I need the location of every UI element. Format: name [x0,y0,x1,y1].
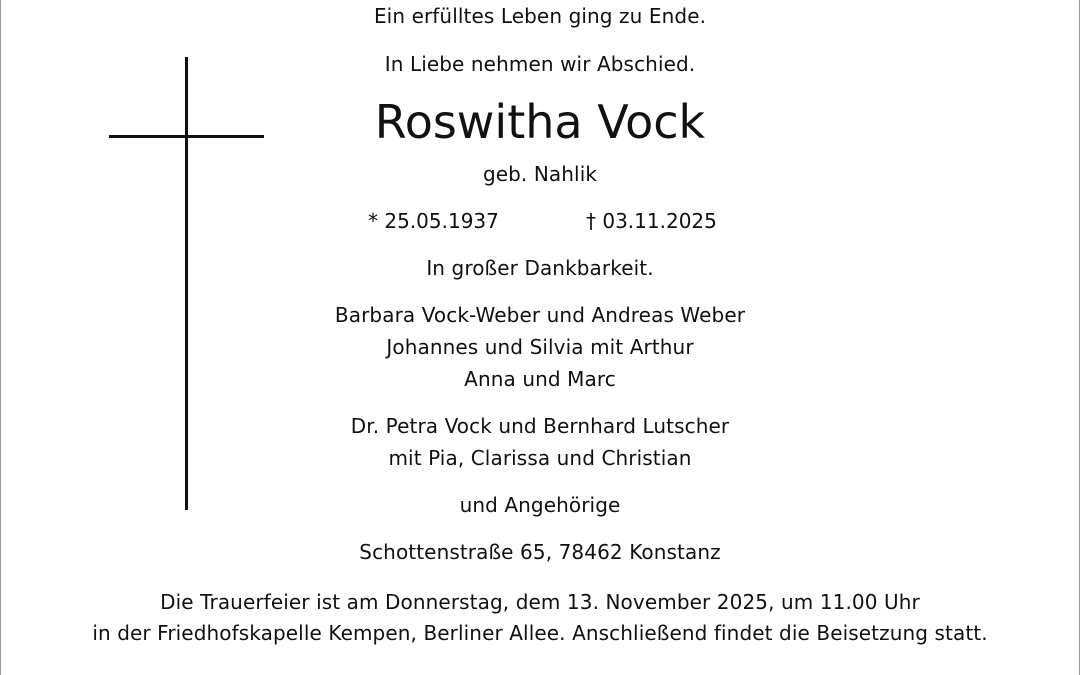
address-line: Schottenstraße 65, 78462 Konstanz [359,540,721,564]
service-line-1: Die Trauerfeier ist am Donnerstag, dem 13. November 2025, um 11.00 Uhr [160,590,920,614]
gratitude-line: In großer Dankbarkeit. [426,256,654,280]
mourner-line: Johannes und Silvia mit Arthur [386,335,694,359]
intro-line-2: In Liebe nehmen wir Abschied. [384,52,696,76]
birth-date: * 25.05.1937 [368,209,499,233]
deceased-name: Roswitha Vock [374,95,706,149]
mourner-line: Barbara Vock-Weber und Andreas Weber [334,303,746,327]
mourner-line: mit Pia, Clarissa und Christian [388,446,692,470]
intro-line-1: Ein erfülltes Leben ging zu Ende. [373,4,707,28]
death-date: † 03.11.2025 [586,209,717,233]
mourner-line: Anna und Marc [464,367,616,391]
birth-name: geb. Nahlik [482,162,598,186]
service-line-2: in der Friedhofskapelle Kempen, Berliner Allee. Anschließend findet die Beisetzung statt. [92,621,988,645]
mourner-line: Dr. Petra Vock und Bernhard Lutscher [350,414,730,438]
relatives-line: und Angehörige [459,493,621,517]
